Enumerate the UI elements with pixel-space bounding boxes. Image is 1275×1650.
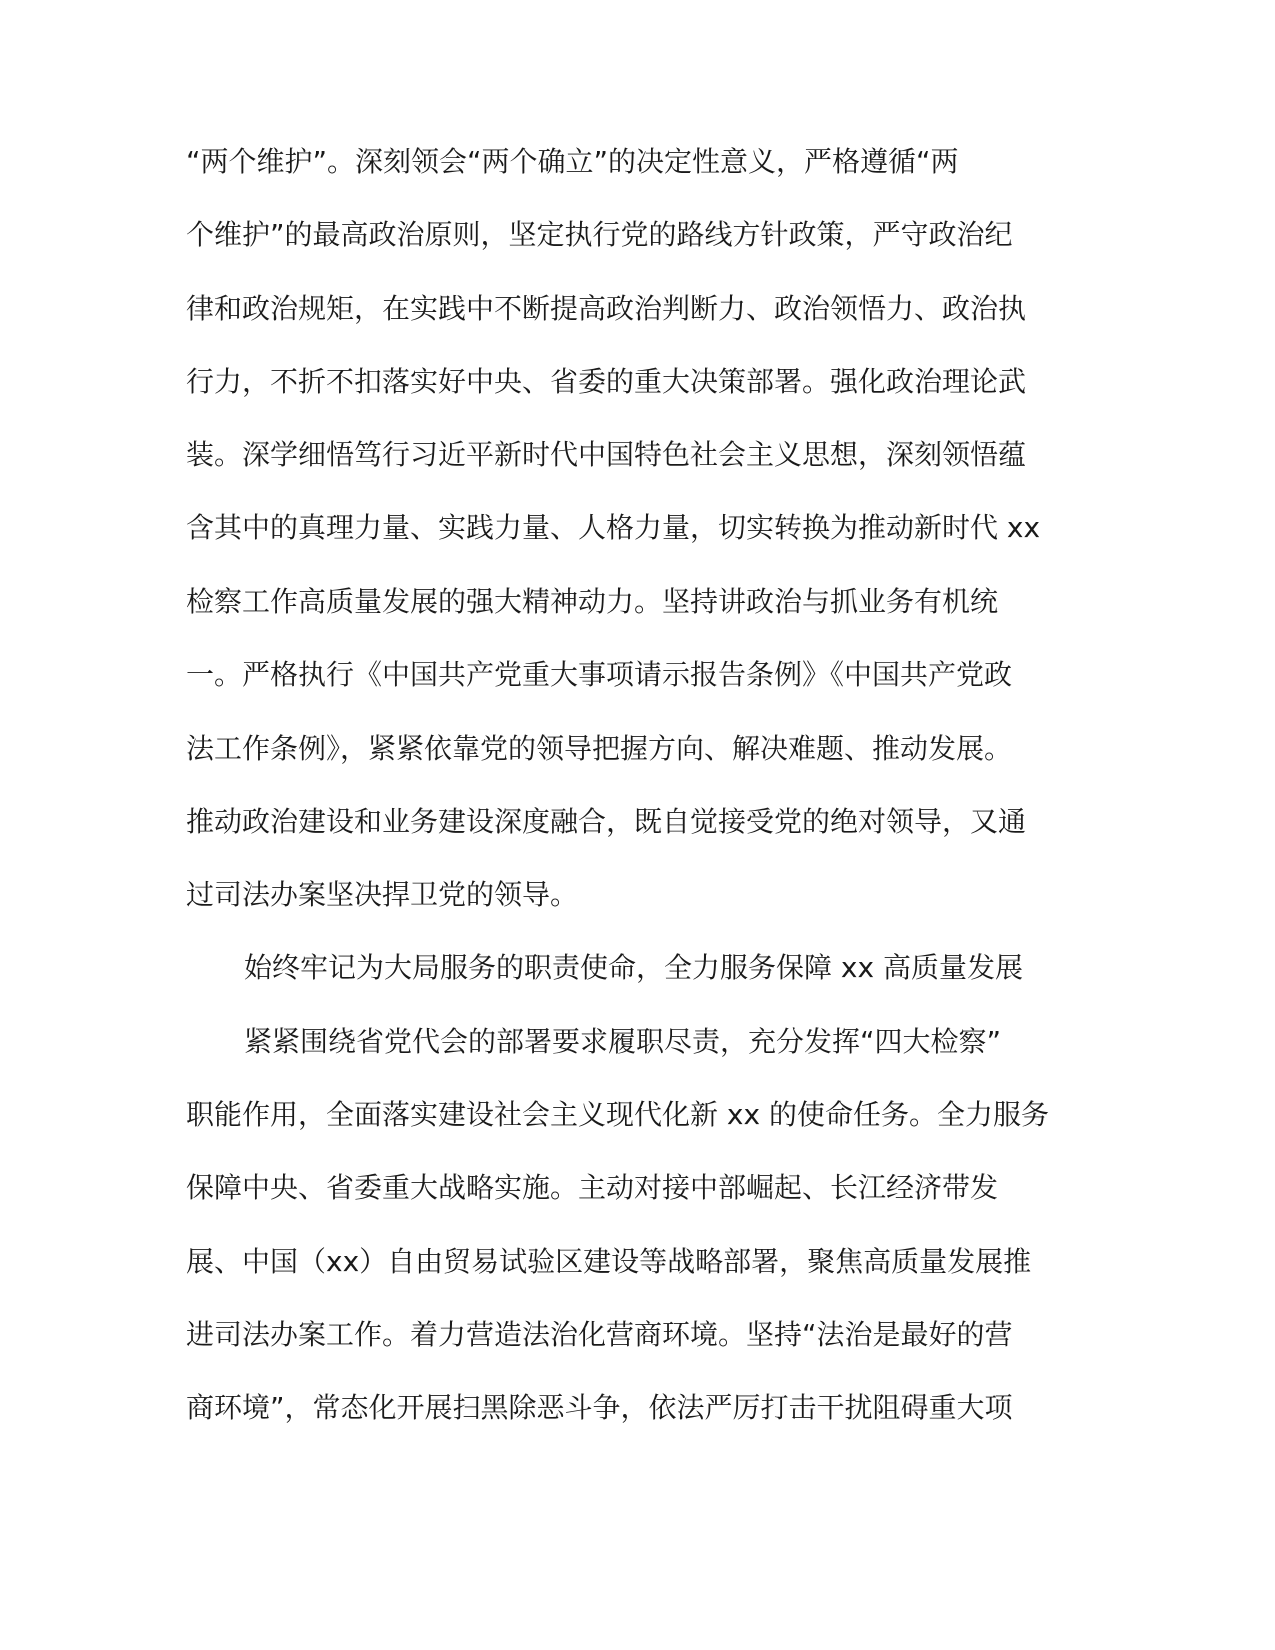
text-line-18: 商环境”，常态化开展扫黑除恶斗争，依法严厉打击干扰阻碍重大项 [186, 1391, 1013, 1424]
text-line-9: 法工作条例》，紧紧依靠党的领导把握方向、解决难题、推动发展。 [186, 732, 1013, 765]
text-line-5: 装。深学细悟笃行习近平新时代中国特色社会主义思想，深刻领悟蕴 [186, 438, 1027, 471]
text-line-3: 律和政治规矩，在实践中不断提高政治判断力、政治领悟力、政治执 [186, 292, 1027, 325]
text-line-10: 推动政治建设和业务建设深度融合，既自觉接受党的绝对领导，又通 [186, 805, 1027, 838]
text-line-14: 职能作用，全面落实建设社会主义现代化新 xx 的使命任务。全力服务 [186, 1098, 1049, 1131]
text-line-17: 进司法办案工作。着力营造法治化营商环境。坚持“法治是最好的营 [186, 1318, 1013, 1351]
text-line-11: 过司法办案坚决捍卫党的领导。 [186, 878, 579, 911]
text-line-15: 保障中央、省委重大战略实施。主动对接中部崛起、长江经济带发 [186, 1171, 999, 1204]
text-line-8: 一。严格执行《中国共产党重大事项请示报告条例》《中国共产党政 [186, 658, 1013, 691]
text-line-7: 检察工作高质量发展的强大精神动力。坚持讲政治与抓业务有机统 [186, 585, 999, 618]
text-line-6: 含其中的真理力量、实践力量、人格力量，切实转换为推动新时代 xx [186, 511, 1041, 544]
text-line-4: 行力，不折不扣落实好中央、省委的重大决策部署。强化政治理论武 [186, 365, 1027, 398]
text-line-1: “两个维护”。深刻领会“两个确立”的决定性意义，严格遵循“两 [186, 145, 959, 178]
section-heading: 始终牢记为大局服务的职责使命，全力服务保障 xx 高质量发展 [244, 951, 1023, 984]
text-line-16: 展、中国（xx）自由贸易试验区建设等战略部署，聚焦高质量发展推 [186, 1245, 1032, 1278]
text-line-2: 个维护”的最高政治原则，坚定执行党的路线方针政策，严守政治纪 [186, 218, 1013, 251]
text-line-13: 紧紧围绕省党代会的部署要求履职尽责，充分发挥“四大检察” [244, 1025, 1002, 1058]
